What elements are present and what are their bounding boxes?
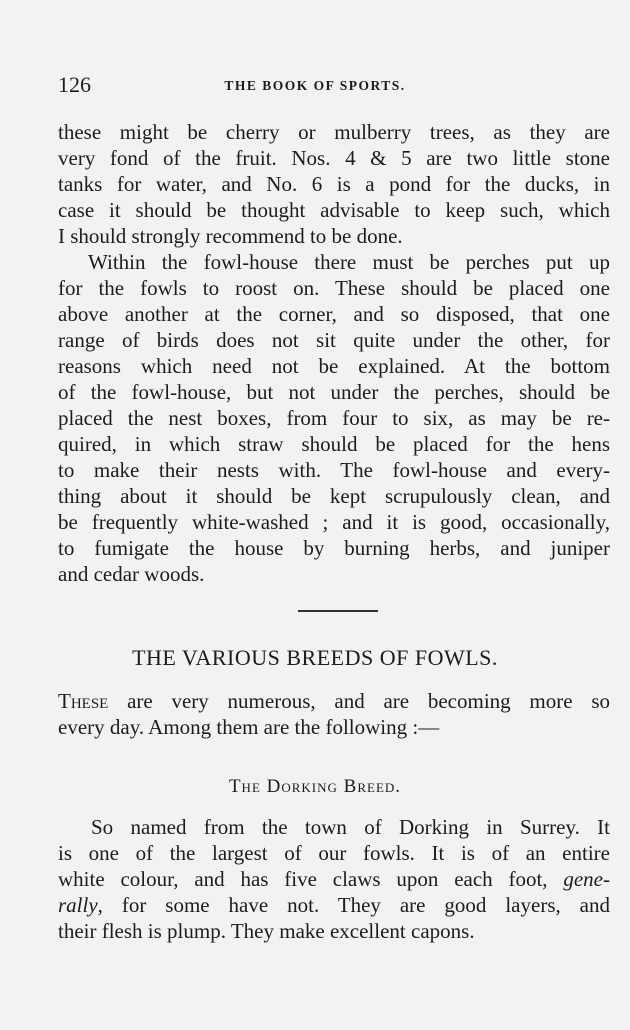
section-title: THE VARIOUS BREEDS OF FOWLS. — [132, 645, 498, 670]
italic-word: rally — [58, 893, 98, 917]
text-line: Within the fowl-house there must be perches put up — [88, 250, 610, 274]
text-line: I should strongly recommend to be done. — [58, 224, 403, 248]
page-number: 126 — [58, 72, 91, 97]
text-line — [58, 866, 610, 892]
text-line — [58, 892, 610, 918]
text-span: , for some have not. They are good layers, and — [97, 893, 610, 917]
text-line: to make their nests with. The fowl-house and every- — [58, 458, 610, 482]
text-line: is one of the largest of our fowls. It is of an entire — [58, 841, 610, 865]
text-line: to fumigate the house by burning herbs, and juniper — [58, 536, 610, 560]
text-line: tanks for water, and No. 6 is a pond for the ducks, in — [58, 172, 610, 196]
text-line: these might be cherry or mulberry trees, as they are — [58, 120, 610, 144]
text-line: thing about it should be kept scrupulously clean, and — [58, 484, 610, 508]
text-line: for the fowls to roost on. These should be placed one — [58, 276, 610, 300]
italic-word: gene- — [563, 867, 610, 891]
text-line: their flesh is plump. They make excellent capons. — [58, 919, 475, 943]
text-span: white colour, and has five claws upon each foot, — [58, 867, 564, 891]
text-line: and cedar woods. — [58, 562, 205, 586]
text-line: So named from the town of Dorking in Surrey. It — [91, 815, 610, 839]
drop-word: These — [58, 689, 109, 713]
text-line: very fond of the fruit. Nos. 4 & 5 are two little stone — [58, 146, 610, 170]
text-line: be frequently white-washed ; and it is good, occasionally, — [58, 510, 610, 534]
text-line: reasons which need not be explained. At the bottom — [58, 354, 610, 378]
running-head: THE BOOK OF SPORTS. — [224, 78, 406, 93]
text-line: every day. Among them are the following :— — [58, 715, 440, 739]
text-line: range of birds does not sit quite under the other, for — [58, 328, 610, 352]
text-line: placed the nest boxes, from four to six, as may be re- — [58, 406, 610, 430]
subsection-title: The Dorking Breed. — [228, 776, 402, 797]
text-line: above another at the corner, and so disposed, that one — [58, 302, 610, 326]
text-line: quired, in which straw should be placed for the hens — [58, 432, 610, 456]
text-line: case it should be thought advisable to keep such, which — [58, 198, 610, 222]
text-span: are very numerous, and are becoming more so — [108, 689, 610, 713]
section-divider — [298, 610, 378, 612]
text-line — [58, 688, 610, 714]
text-line: of the fowl-house, but not under the perches, should be — [58, 380, 610, 404]
